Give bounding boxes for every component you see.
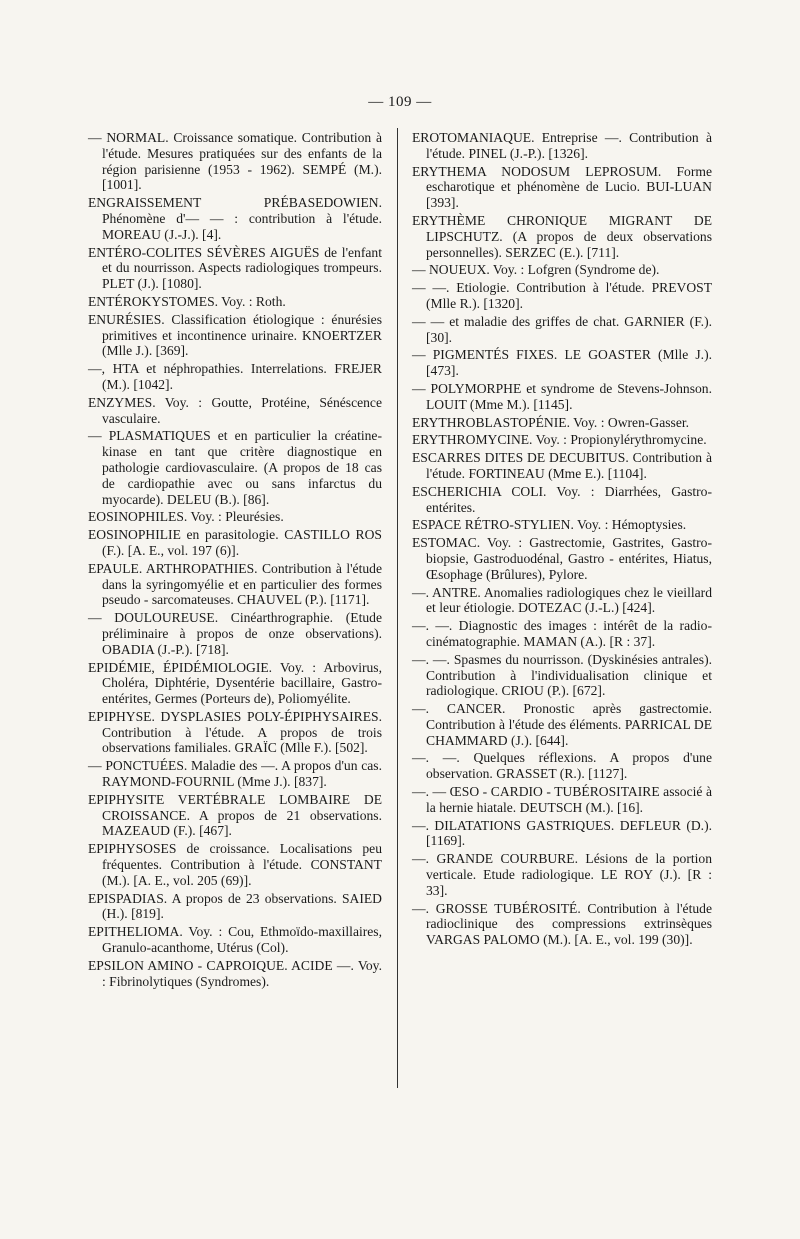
index-entry: ENTÉROKYSTOMES. Voy. : Roth. xyxy=(88,293,286,309)
index-entry: —, HTA et néphropathies. Interrelations. FREJER (M.). [1042]. xyxy=(88,361,382,392)
index-entry: — NOUEUX. Voy. : Lofgren (Syndrome de). xyxy=(412,262,660,278)
index-entry: ESPACE RÉTRO-STYLIEN. Voy. : Hémoptysies. xyxy=(412,517,687,533)
index-entry: —. —. Quelques réflexions. A propos d'une observation. GRASSET (R.). [1127]. xyxy=(412,750,712,782)
index-entry: ENGRAISSEMENT PRÉBASEDOWIEN. Phénomène d'— — : contribution à l'étude. MOREAU (J.-J.). [4]. xyxy=(88,195,382,242)
index-entry: —. ANTRE. Anomalies radiologiques chez le vieillard et leur étiologie. DOTEZAC (J.-L.) [424]. xyxy=(412,584,712,616)
index-entry: — POLYMORPHE et syndrome de Stevens-Johnson. LOUIT (Mme M.). [1145]. xyxy=(412,380,712,412)
right-column xyxy=(412,130,712,950)
index-entry: —. GRANDE COURBURE. Lésions de la portion verticale. Etude radiologique. LE ROY (J.). [R : 33]. xyxy=(412,851,712,898)
index-entry: — PONCTUÉES. Maladie des —. A propos d'un cas. RAYMOND-FOURNIL (Mme J.). [837]. xyxy=(88,758,382,790)
index-entry: —. GROSSE TUBÉROSITÉ. Contribution à l'étude radioclinique des compressions extrinsèques VARGAS PALOMO (M.). [A. E., vol. 199 (30)]. xyxy=(412,900,712,948)
index-entry: —. — ŒSO - CARDIO - TUBÉROSITAIRE associé à la hernie hiatale. DEUTSCH (M.). [16]. xyxy=(412,784,712,815)
index-entry: ESCARRES DITES DE DECUBITUS. Contribution à l'étude. FORTINEAU (Mme E.). [1104]. xyxy=(412,450,712,481)
index-entry: — DOULOUREUSE. Cinéarthrographie. (Etude préliminaire à propos de onze observations). OBADIA (J.-P.). [718]. xyxy=(88,610,382,657)
index-entry: EPAULE. ARTHROPATHIES. Contribution à l'étude dans la syringomyélie et en particulier des formes pseudo - sarcomateuses. CHAUVEL (P.). [1171]. xyxy=(88,560,382,608)
index-entry: ERYTHROMYCINE. Voy. : Propionylérythromycine. xyxy=(412,432,707,448)
index-entry: —. CANCER. Pronostic après gastrectomie. Contribution à l'étude des éléments. PARRICAL DE CHAMMARD (J.). [644]. xyxy=(412,701,712,748)
index-entry: ENZYMES. Voy. : Goutte, Protéine, Sénéscence vasculaire. xyxy=(88,394,382,426)
column-divider xyxy=(397,128,398,1088)
index-entry: EOSINOPHILIE en parasitologie. CASTILLO ROS (F.). [A. E., vol. 197 (6)]. xyxy=(88,527,382,558)
index-entry: — PLASMATIQUES et en particulier la créatine-kinase en tant que critère diagnostique en pathologie cardiovasculaire. (A propos de 18 cas de cardiopathie avec ou sans infarctus du myocarde). DELEU (B.). [86]. xyxy=(88,428,382,507)
index-entry: — PIGMENTÉS FIXES. LE GOASTER (Mlle J.). [473]. xyxy=(412,347,712,379)
index-entry: EPIPHYSOSES de croissance. Localisations peu fréquentes. Contribution à l'étude. CONSTANT (M.). [A. E., vol. 205 (69)]. xyxy=(88,841,382,888)
index-entry: ENURÉSIES. Classification étiologique : énurésies primitives et incontinence urinaire. KNOERTZER (Mlle J.). [369]. xyxy=(88,311,382,359)
index-entry: —. —. Diagnostic des images : intérêt de la radio-cinématographie. MAMAN (A.). [R : 37]. xyxy=(412,618,712,649)
index-entry: EPIDÉMIE, ÉPIDÉMIOLOGIE. Voy. : Arbovirus, Choléra, Diphtérie, Dysentérie bacillaire, Gastro-entérites, Germes (Porteurs de), Poliomyélite. xyxy=(88,659,382,707)
index-entry: —. DILATATIONS GASTRIQUES. DEFLEUR (D.). [1169]. xyxy=(412,817,712,849)
index-entry: EPITHELIOMA. Voy. : Cou, Ethmoïdo-maxillaires, Granulo-acanthome, Utérus (Col). xyxy=(88,924,382,956)
index-entry: ENTÉRO-COLITES SÉVÈRES AIGUËS de l'enfant et du nourrisson. Aspects radiologiques trompeurs. PLET (J.). [1080]. xyxy=(88,244,382,292)
index-entry: —. —. Spasmes du nourrisson. (Dyskinésies antrales). Contribution à l'individualisation clinique et radiologique. CRIOU (P.). [672]. xyxy=(412,651,712,699)
index-entry: ERYTHÈME CHRONIQUE MIGRANT DE LIPSCHUTZ. (A propos de deux observations personnelles). SERZEC (E.). [711]. xyxy=(412,212,712,260)
index-entry: EPSILON AMINO - CAPROIQUE. ACIDE —. Voy. : Fibrinolytiques (Syndromes). xyxy=(88,957,382,989)
index-entry: EPIPHYSITE VERTÉBRALE LOMBAIRE DE CROISSANCE. A propos de 21 observations. MAZEAUD (F.). [467]. xyxy=(88,791,382,839)
index-entry: EROTOMANIAQUE. Entreprise —. Contribution à l'étude. PINEL (J.-P.). [1326]. xyxy=(412,130,712,161)
index-entry: EOSINOPHILES. Voy. : Pleurésies. xyxy=(88,509,284,525)
index-entry: ERYTHROBLASTOPÉNIE. Voy. : Owren-Gasser. xyxy=(412,414,690,430)
index-entry: ESCHERICHIA COLI. Voy. : Diarrhées, Gastro-entérites. xyxy=(412,483,712,515)
page-number: — 109 — xyxy=(368,94,432,110)
index-entry: EPIPHYSE. DYSPLASIES POLY-ÉPIPHYSAIRES. Contribution à l'étude. A propos de trois observations familiales. GRAÏC (Mlle F.). [502]. xyxy=(88,708,382,756)
left-column xyxy=(88,130,382,991)
index-entry: — — et maladie des griffes de chat. GARNIER (F.). [30]. xyxy=(412,313,712,345)
index-entry: — NORMAL. Croissance somatique. Contribution à l'étude. Mesures pratiquées sur des enfants de la région parisienne (1953 - 1962). SEMPÉ (M.). [1001]. xyxy=(88,130,382,193)
index-entry: ESTOMAC. Voy. : Gastrectomie, Gastrites, Gastro-biopsie, Gastroduodénal, Gastro - entérites, Hiatus, Œsophage (Brûlures), Pylore. xyxy=(412,535,712,582)
index-entry: EPISPADIAS. A propos de 23 observations. SAIED (H.). [819]. xyxy=(88,890,382,922)
index-entry: — —. Etiologie. Contribution à l'étude. PREVOST (Mlle R.). [1320]. xyxy=(412,280,712,311)
index-entry: ERYTHEMA NODOSUM LEPROSUM. Forme escharotique et phénomène de Lucio. BUI-LUAN [393]. xyxy=(412,163,712,211)
